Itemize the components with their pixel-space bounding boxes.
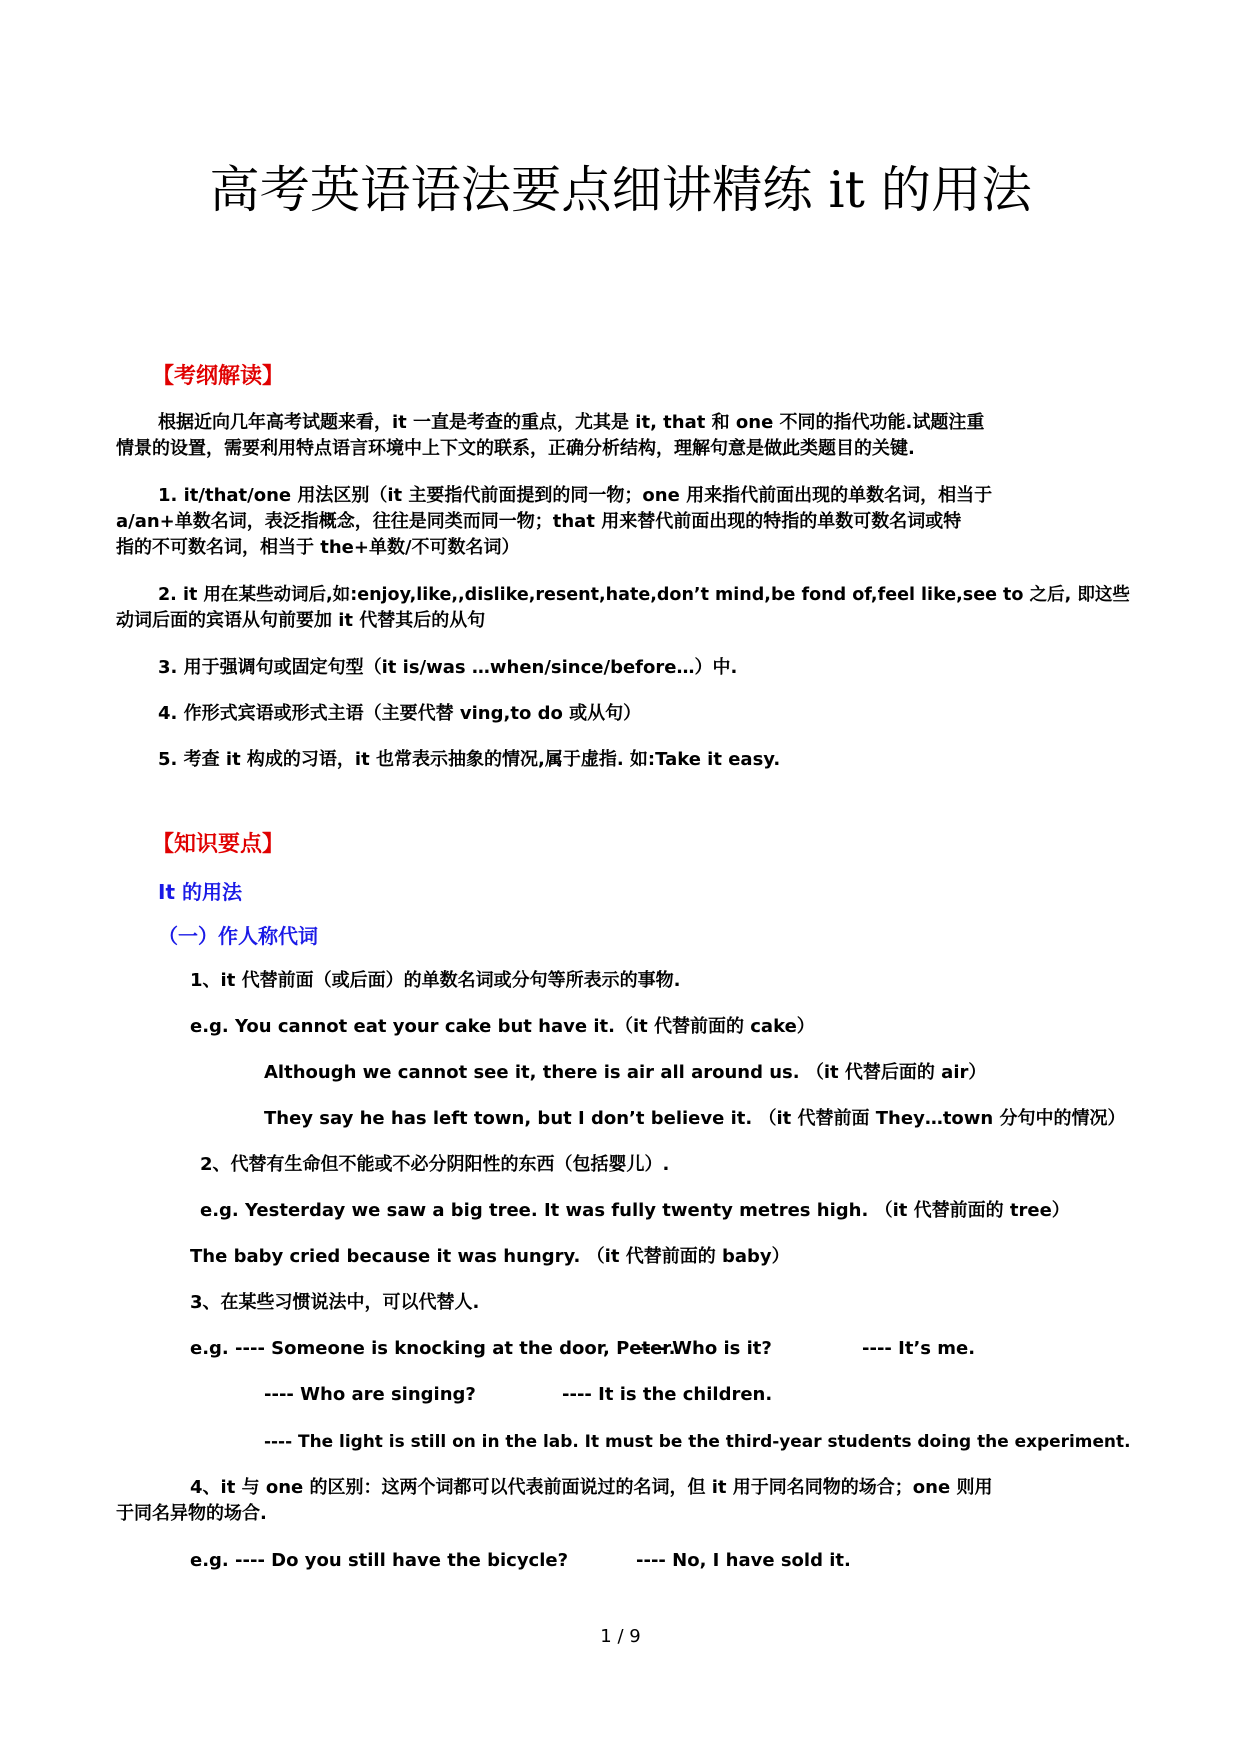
- sub-heading-it-usage: It 的用法: [158, 880, 242, 904]
- sub-section-personal-pronoun: （一）作人称代词: [158, 924, 318, 948]
- item1-example-3: They say he has left town, but I don’t believe it. （it 代替前面 They…town 分句中的情况）: [264, 1108, 1126, 1129]
- intro-line-2: 情景的设置，需要利用特点语言环境中上下文的联系，正确分析结构，理解句意是做此类题目的关键.: [116, 438, 915, 459]
- document-title: 高考英语语法要点细讲精练 it 的用法: [209, 160, 1032, 219]
- point5: 5. 考查 it 构成的习语，it 也常表示抽象的情况,属于虚指. 如:Take it easy.: [158, 749, 781, 770]
- item4-example-1a: e.g. ---- Do you still have the bicycle?: [190, 1550, 569, 1571]
- item4-line-1: 4、it 与 one 的区别：这两个词都可以代表前面说过的名词，但 it 用于同名同物的场合；one 则用: [190, 1477, 993, 1498]
- item1: 1、it 代替前面（或后面）的单数名词或分句等所表示的事物.: [190, 970, 681, 991]
- item1-example-2: Although we cannot see it, there is air all around us. （it 代替后面的 air）: [264, 1062, 987, 1083]
- point3: 3. 用于强调句或固定句型（it is/was …when/since/before…）中.: [158, 657, 738, 678]
- item3-example-1a: e.g. ---- Someone is knocking at the door, Peter.: [190, 1338, 676, 1359]
- point1-line-2: a/an+单数名词，表泛指概念，往往是同类而同一物；that 用来替代前面出现的特指的单数可数名词或特: [116, 511, 962, 532]
- section-heading-syllabus: 【考纲解读】: [152, 364, 285, 389]
- item2: 2、代替有生命但不能或不必分阴阳性的东西（包括婴儿）.: [200, 1154, 670, 1175]
- point2-line-2: 动词后面的宾语从句前要加 it 代替其后的从句: [116, 610, 486, 631]
- item3: 3、在某些习惯说法中，可以代替人.: [190, 1292, 480, 1313]
- point2-line-1: 2. it 用在某些动词后,如:enjoy,like,,dislike,resent,hate,don’t mind,be fond of,feel like,see to 之后, 即这些: [158, 585, 1130, 605]
- item4-example-1b: ---- No, I have sold it.: [636, 1550, 851, 1571]
- item3-example-3: ---- The light is still on in the lab. It must be the third-year students doing the experiment.: [264, 1431, 1131, 1451]
- item3-example-2a: ---- Who are singing?: [264, 1384, 476, 1405]
- intro-line-1: 根据近向几年高考试题来看，it 一直是考查的重点，尤其是 it, that 和 one 不同的指代功能.试题注重: [158, 412, 985, 433]
- item4-line-2: 于同名异物的场合.: [116, 1503, 267, 1524]
- item2-example-2: The baby cried because it was hungry. （it 代替前面的 baby）: [190, 1246, 790, 1267]
- item3-example-1b: ---- Who is it?: [636, 1338, 772, 1359]
- item3-example-2b: ---- It is the children.: [562, 1384, 773, 1405]
- page-number: 1 / 9: [600, 1626, 641, 1647]
- item1-example-1: e.g. You cannot eat your cake but have it.（it 代替前面的 cake）: [190, 1016, 815, 1037]
- item2-example-1: e.g. Yesterday we saw a big tree. It was fully twenty metres high. （it 代替前面的 tree）: [200, 1200, 1070, 1221]
- point1-line-1: 1. it/that/one 用法区别（it 主要指代前面提到的同一物；one 用来指代前面出现的单数名词，相当于: [158, 485, 993, 506]
- item3-example-1c: ---- It’s me.: [862, 1338, 976, 1359]
- point4: 4. 作形式宾语或形式主语（主要代替 ving,to do 或从句）: [158, 703, 642, 724]
- section-heading-knowledge: 【知识要点】: [152, 832, 285, 857]
- point1-line-3: 指的不可数名词，相当于 the+单数/不可数名词）: [116, 537, 520, 558]
